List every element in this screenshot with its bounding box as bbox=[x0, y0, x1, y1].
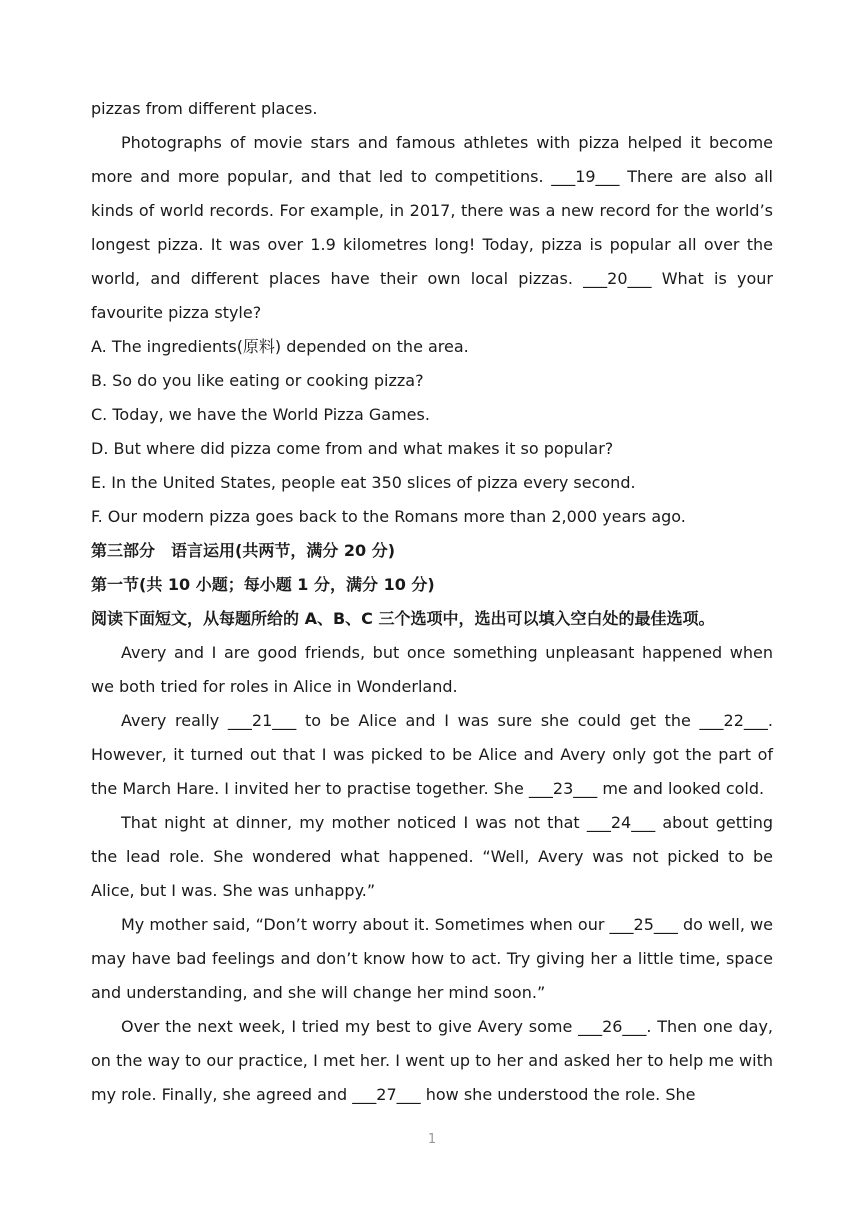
part-title: 第三部分 语言运用(共两节，满分 20 分) bbox=[91, 541, 396, 560]
passage-continuation: pizzas from different places. bbox=[91, 99, 318, 118]
option-c: C. Today, we have the World Pizza Games. bbox=[91, 405, 430, 424]
page-content bbox=[91, 92, 773, 1112]
option-e: E. In the United States, people eat 350 slices of pizza every second. bbox=[91, 473, 636, 492]
passage-paragraph: Photographs of movie stars and famous athletes with pizza helped it become more and more popular, and that led to competitions. ___19___ There are also all kinds of world records. For example, in 2017, there was a new record for the world’s longest pizza. It was over 1.9 kilometres long! Today, pizza is popular all over the world, and different places have their own local pizzas. ___20___ What is your favourite pizza style? bbox=[91, 133, 773, 322]
cloze-paragraph-5: Over the next week, I tried my best to give Avery some ___26___. Then one day, on the way to our practice, I met her. I went up to her and asked her to help me with my role. Finally, she agreed and ___27___ how she understood the role. She bbox=[91, 1017, 773, 1104]
section-title: 第一节(共 10 小题；每小题 1 分，满分 10 分) bbox=[91, 575, 435, 594]
cloze-paragraph-1: Avery and I are good friends, but once something unpleasant happened when we both tried for roles in Alice in Wonderland. bbox=[91, 643, 773, 696]
cloze-paragraph-4: My mother said, “Don’t worry about it. Sometimes when our ___25___ do well, we may have bad feelings and don’t know how to act. Try giving her a little time, space and understanding, and she will change her mind soon.” bbox=[91, 915, 773, 1002]
page-number: 1 bbox=[427, 1132, 437, 1147]
cloze-paragraph-2: Avery really ___21___ to be Alice and I was sure she could get the ___22___. However, it turned out that I was picked to be Alice and Avery only got the part of the March Hare. I invited her to practise together. She ___23___ me and looked cold. bbox=[91, 711, 773, 798]
option-d: D. But where did pizza come from and what makes it so popular? bbox=[91, 439, 614, 458]
option-a: A. The ingredients(原料) depended on the area. bbox=[91, 337, 469, 356]
option-f: F. Our modern pizza goes back to the Romans more than 2,000 years ago. bbox=[91, 507, 686, 526]
option-b: B. So do you like eating or cooking pizza? bbox=[91, 371, 424, 390]
cloze-paragraph-3: That night at dinner, my mother noticed I was not that ___24___ about getting the lead role. She wondered what happened. “Well, Avery was not picked to be Alice, but I was. She was unhappy.” bbox=[91, 813, 773, 900]
instruction: 阅读下面短文，从每题所给的 A、B、C 三个选项中，选出可以填入空白处的最佳选项。 bbox=[91, 609, 715, 628]
